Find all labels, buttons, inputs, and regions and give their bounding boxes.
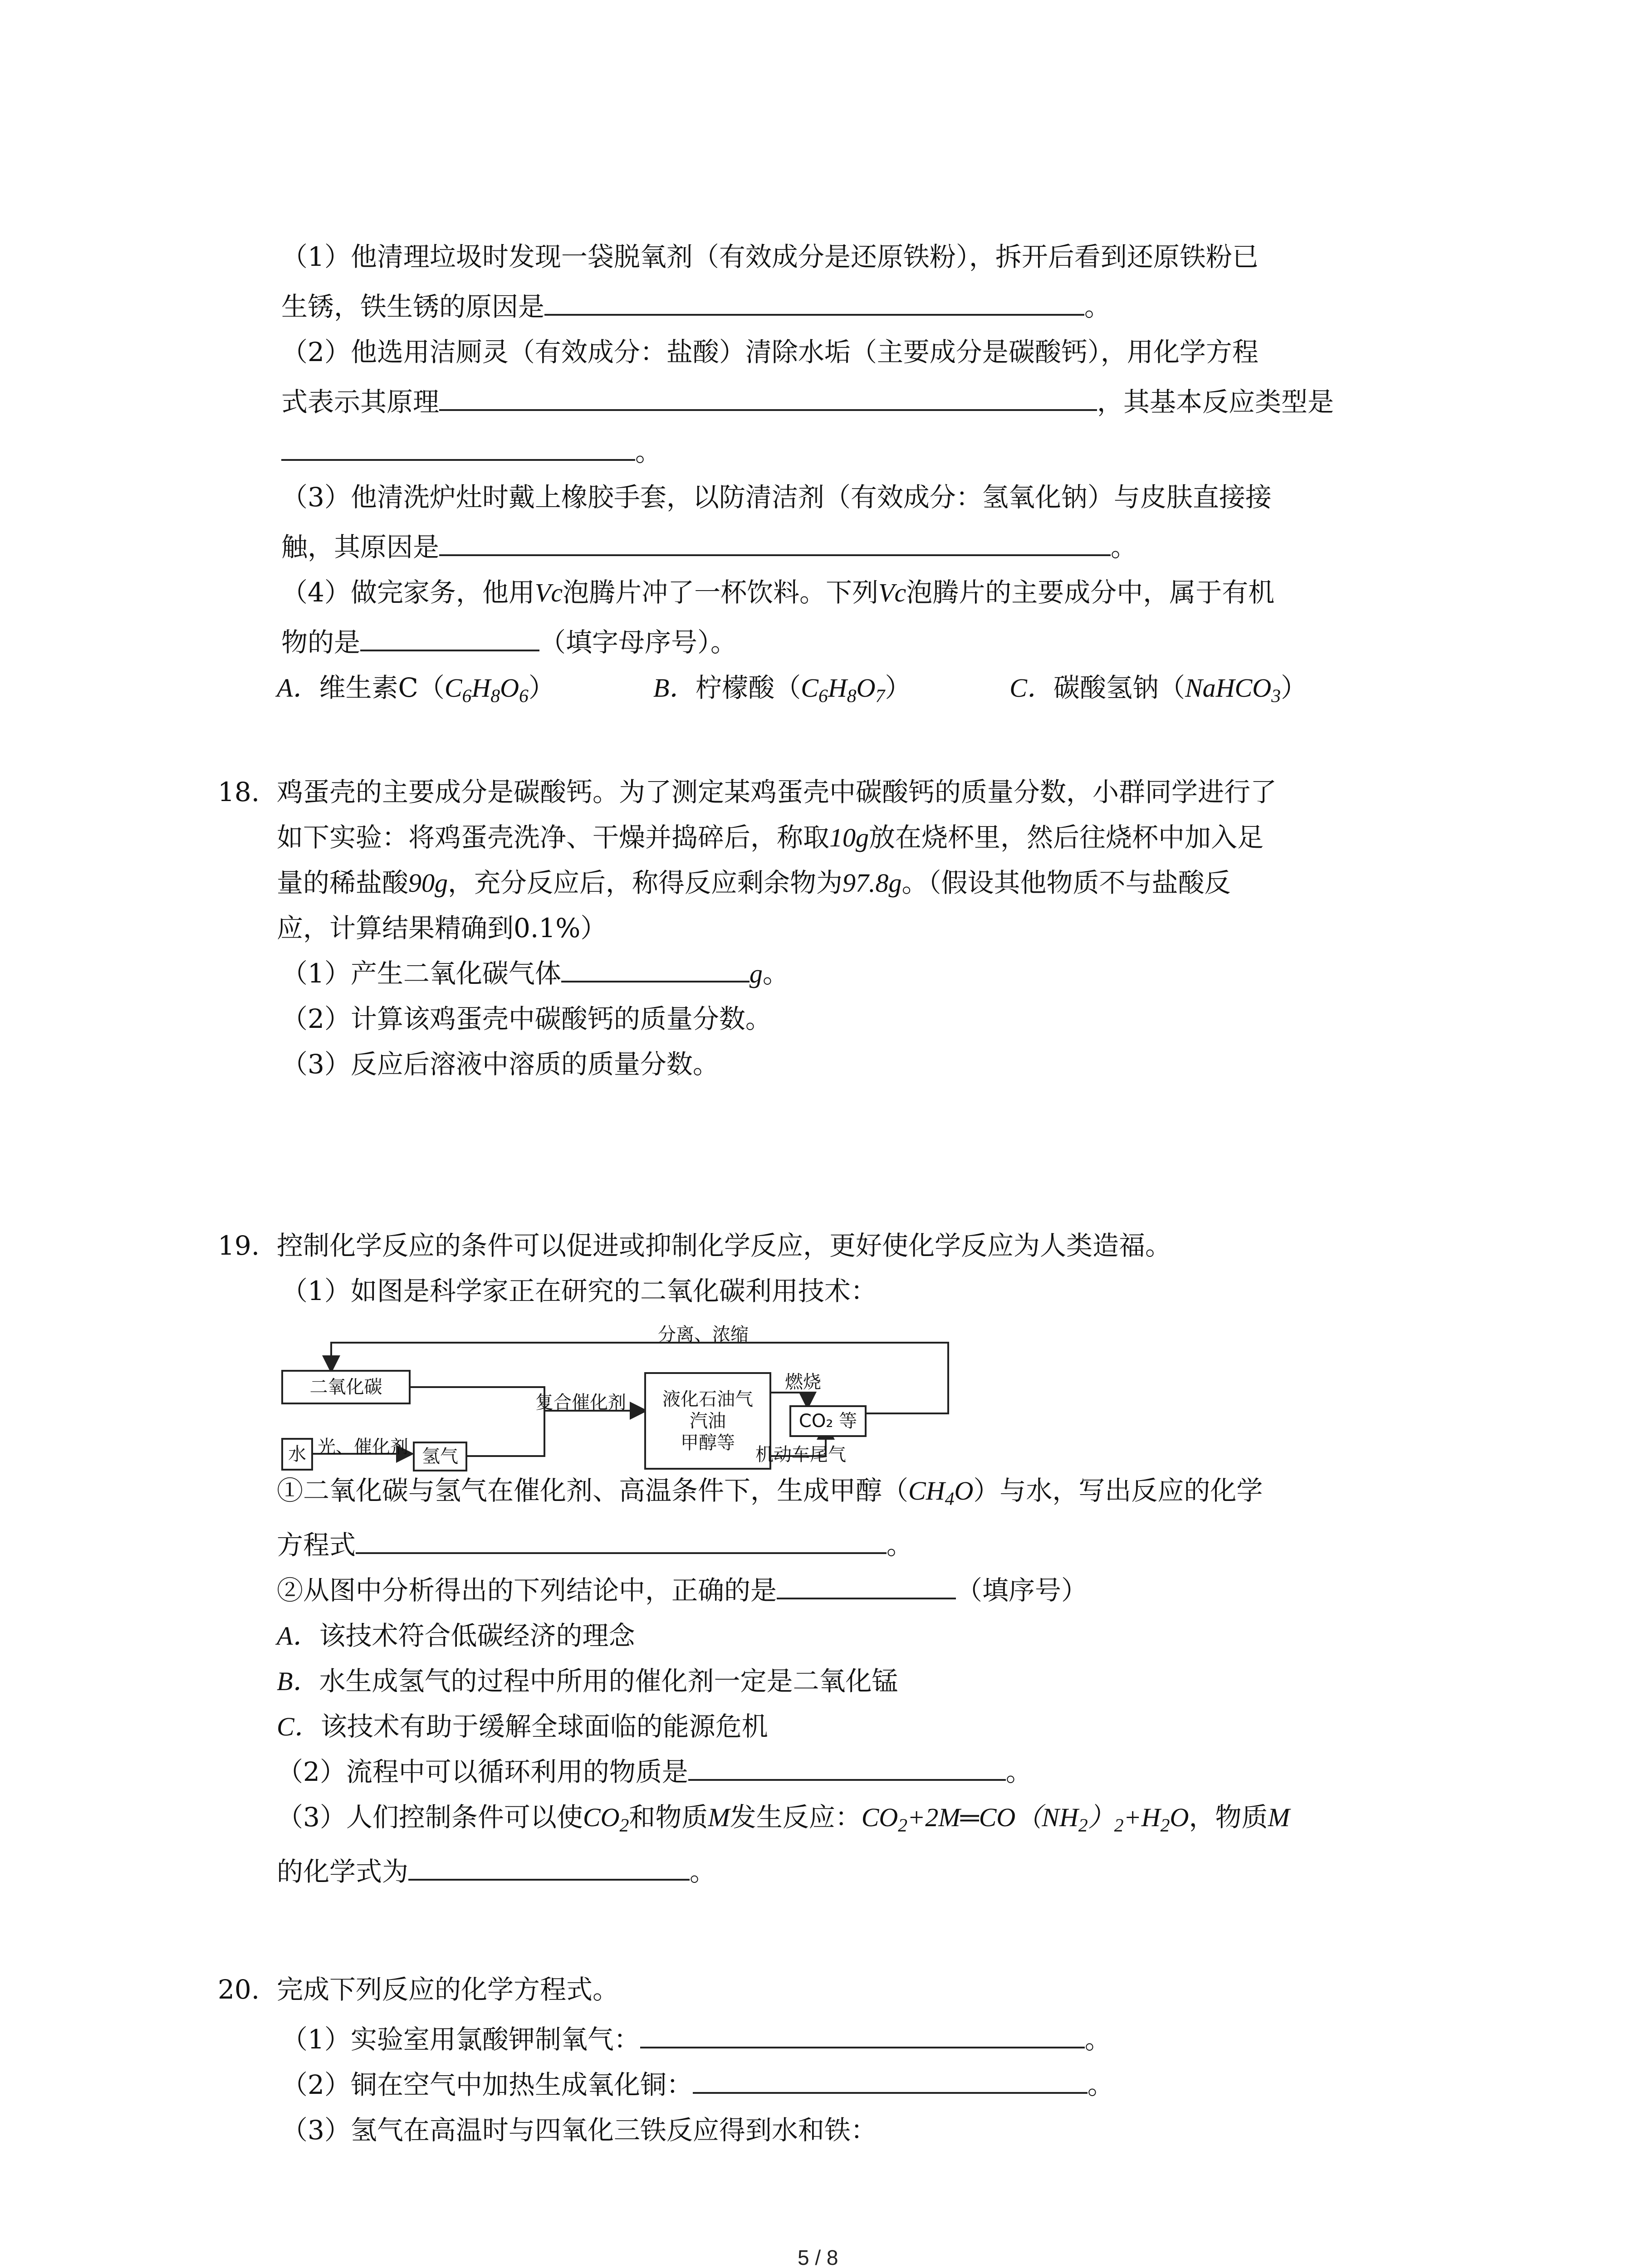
q19-option-a[interactable] — [277, 1619, 635, 1653]
q17-option-c[interactable] — [1009, 672, 1307, 707]
q20-sub2 — [281, 2068, 1114, 2102]
q17-part1-line1: （1）他清理垃圾时发现一袋脱氧剂（有效成分是还原铁粉），拆开后看到还原铁粉已 — [281, 241, 1259, 272]
q19-sub3-m2: M — [1268, 1803, 1290, 1832]
q19-c2-text: ②从图中分析得出的下列结论中，正确的是 — [277, 1575, 777, 1606]
q19-option-a-text: 该技术符合低碳经济的理念 — [319, 1620, 635, 1651]
q18-sub1-text: （1）产生二氧化碳气体 — [281, 958, 561, 989]
q19-c1-period: 。 — [887, 1530, 913, 1560]
q19-c1-equation-blank[interactable] — [356, 1534, 887, 1554]
q17-part1-text: 生锈，铁生锈的原因是 — [281, 291, 545, 322]
q18-line2-b: 放在烧杯里，然后往烧杯中加入足 — [869, 822, 1264, 853]
q18-sub1-answer-blank[interactable] — [561, 963, 749, 982]
q17-part1-line2 — [281, 290, 1111, 323]
q19-sub3-text-a: （3）人们控制条件可以使 — [277, 1802, 583, 1833]
q19-c2-answer-blank[interactable] — [777, 1579, 956, 1599]
q18-line2 — [277, 821, 1264, 855]
q17-part2-line1: （2）他选用洁厕灵（有效成分：盐酸）清除水垢（主要成分是碳酸钙），用化学方程 — [281, 337, 1259, 367]
q19-sub2 — [277, 1755, 1032, 1789]
q18-mass-acid: 90g — [408, 868, 448, 898]
q17-part2-period: 。 — [635, 436, 662, 467]
q19-c1-line1 — [277, 1474, 1263, 1511]
q18-sub1 — [281, 957, 789, 991]
q19-sub3-text-e: 的化学式为 — [277, 1856, 409, 1887]
q19-sub3-line1 — [277, 1801, 1290, 1838]
q20-sub1-text: （1）实验室用氯酸钾制氧气： — [281, 2024, 640, 2055]
q19-c1-line2 — [277, 1529, 913, 1562]
q19-c1-text-b: ）与水，写出反应的化学 — [973, 1475, 1263, 1506]
q17-part2-equation-blank[interactable] — [439, 391, 1097, 411]
q17-option-c-text: 碳酸氢钠（ — [1053, 672, 1185, 703]
q17-part4-answer-blank[interactable] — [360, 631, 539, 651]
q18-line3-a: 量的稀盐酸 — [277, 867, 409, 898]
q17-option-b[interactable] — [653, 672, 911, 707]
q17-part4-text-a: （4）做完家务，他用 — [281, 577, 535, 608]
q17-part1-period: 。 — [1084, 291, 1111, 322]
q19-option-b-letter: B． — [277, 1667, 319, 1696]
label-vehicle-exhaust: 机动车尾气 — [755, 1444, 846, 1465]
q19-option-b-text: 水生成氢气的过程中所用的催化剂一定是二氧化锰 — [319, 1666, 898, 1696]
q17-part4-line2 — [281, 626, 737, 659]
q17-option-c-letter: C． — [1009, 673, 1053, 703]
q17-part2-text: 式表示其原理 — [281, 386, 440, 417]
q18-line4: 应，计算结果精确到0.1%） — [277, 913, 607, 943]
q18-sub3: （3）反应后溶液中溶质的质量分数。 — [281, 1049, 719, 1080]
q17-part2-type-blank[interactable] — [281, 441, 635, 461]
label-combustion: 燃烧 — [785, 1372, 821, 1393]
q18-sub2: （2）计算该鸡蛋壳中碳酸钙的质量分数。 — [281, 1003, 772, 1034]
q18-line1: 鸡蛋壳的主要成分是碳酸钙。为了测定某鸡蛋壳中碳酸钙的质量分数，小群同学进行了 — [277, 777, 1277, 807]
q17-option-a-close: ） — [528, 672, 555, 703]
q20-sub3: （3）氢气在高温时与四氧化三铁反应得到水和铁： — [281, 2115, 877, 2146]
q17-option-b-formula: $C_6H_8O_7$ — [801, 673, 885, 707]
box-hydrogen: 氢气 — [413, 1442, 467, 1471]
q17-part4-vc-1: Vc — [534, 578, 563, 607]
q19-sub3-answer-blank[interactable] — [408, 1861, 690, 1881]
q19-c2-line — [277, 1574, 1087, 1607]
q18-sub1-period: 。 — [762, 958, 789, 989]
q19-sub3-m: M — [708, 1803, 730, 1832]
q17-part2-type-text: ，其基本反应类型是 — [1097, 386, 1334, 417]
q19-line1: 控制化学反应的条件可以促进或抑制化学反应，更好使化学反应为人类造福。 — [277, 1230, 1172, 1261]
q17-option-c-close: ） — [1280, 672, 1307, 703]
q19-option-a-letter: A． — [277, 1621, 319, 1651]
q17-part3-text: 触，其原因是 — [281, 532, 440, 562]
q20-line1: 完成下列反应的化学方程式。 — [277, 1974, 619, 2005]
box-water: 水 — [281, 1438, 313, 1471]
q19-option-c-text: 该技术有助于缓解全球面临的能源危机 — [320, 1711, 768, 1742]
q17-option-a-letter: A． — [277, 673, 319, 703]
q19-option-c-letter: C． — [277, 1712, 321, 1741]
q17-options-line — [277, 671, 1307, 708]
page-number: 5 / 8 — [798, 2246, 838, 2268]
q20-number: 20. — [218, 1974, 260, 2005]
q17-part4-text-c: 泡腾片的主要成分中，属于有机 — [906, 577, 1275, 608]
q17-part3-period: 。 — [1111, 532, 1137, 562]
q19-sub3-equation: $CO_2+2M═CO(NH_2)_2+H_2O$ — [861, 1803, 1189, 1836]
q20-sub1 — [281, 2023, 1111, 2056]
q17-part3-line2 — [281, 531, 1137, 564]
q19-sub3-text-c: 发生反应： — [730, 1802, 862, 1833]
q19-c1-text-a: ①二氧化碳与氢气在催化剂、高温条件下，生成甲醇（ — [277, 1475, 909, 1506]
box-co2-output: CO₂ 等 — [789, 1405, 867, 1437]
q20-sub2-answer-blank[interactable] — [693, 2074, 1087, 2094]
q19-sub3-line2 — [277, 1855, 716, 1888]
q19-sub3-text-d: ，物质 — [1189, 1802, 1268, 1833]
q17-option-a-formula: $C_6H_8O_6$ — [444, 673, 529, 707]
label-light-catalyst: 光、催化剂 — [318, 1437, 408, 1457]
label-separation: 分离、浓缩 — [658, 1324, 749, 1345]
q18-number: 18. — [218, 777, 260, 807]
q18-mass-remaining: 97.8g — [843, 868, 902, 898]
q17-part3-answer-blank[interactable] — [439, 536, 1111, 556]
q18-sub1-unit: g — [749, 959, 763, 988]
box-co2: 二氧化碳 — [281, 1370, 411, 1404]
q17-option-b-text: 柠檬酸（ — [696, 672, 801, 703]
q17-option-b-letter: B． — [653, 673, 696, 703]
q17-part4-vc-2: Vc — [878, 578, 906, 607]
q19-sub2-period: 。 — [1005, 1756, 1032, 1787]
q19-sub2-text: （2）流程中可以循环利用的物质是 — [277, 1756, 688, 1787]
q19-option-c[interactable] — [277, 1710, 768, 1744]
q17-part3-line1: （3）他清洗炉灶时戴上橡胶手套，以防清洁剂（有效成分：氢氧化钠）与皮肤直接接 — [281, 482, 1272, 513]
q18-line3-c: 。（假设其他物质不与盐酸反 — [901, 867, 1231, 898]
q17-option-b-close: ） — [885, 672, 911, 703]
q19-sub3-period: 。 — [690, 1856, 716, 1887]
q17-part2-line3 — [281, 435, 661, 469]
q18-mass-eggshell: 10g — [829, 823, 869, 852]
q20-sub2-text: （2）铜在空气中加热生成氧化铜： — [281, 2069, 693, 2100]
q19-sub3-co2: $CO_2$ — [583, 1803, 629, 1836]
q20-sub1-answer-blank[interactable] — [640, 2028, 1085, 2048]
q17-part2-line2 — [281, 386, 1334, 419]
q18-line3 — [277, 866, 1231, 900]
q17-part4-text-b: 泡腾片冲了一杯饮料。下列 — [563, 577, 879, 608]
q19-c1-text-c: 方程式 — [277, 1530, 356, 1560]
q17-part4-hint: （填字母序号）。 — [539, 627, 737, 658]
h2-to-fuel-line — [454, 1411, 544, 1456]
q17-part4-line1 — [281, 576, 1274, 610]
recycle-arrow — [331, 1343, 948, 1413]
q17-option-a-text: 维生素C（ — [319, 672, 445, 703]
q17-part4-text-d: 物的是 — [281, 627, 361, 658]
q17-option-c-formula: NaHCO$_3$ — [1185, 673, 1281, 707]
q19-option-b[interactable] — [277, 1665, 898, 1698]
q19-c2-hint: （填序号） — [956, 1575, 1088, 1606]
q17-option-a[interactable] — [277, 672, 555, 707]
box-fuels: 液化石油气 汽油 甲醇等 — [644, 1372, 771, 1470]
q19-c1-formula: $CH_4O$ — [908, 1476, 974, 1510]
q20-sub2-period: 。 — [1087, 2069, 1114, 2100]
q19-sub1: （1）如图是科学家正在研究的二氧化碳利用技术： — [281, 1276, 877, 1306]
label-composite-catalyst: 复合催化剂 — [535, 1392, 626, 1413]
q18-line2-a: 如下实验：将鸡蛋壳洗净、干燥并捣碎后，称取 — [277, 822, 830, 853]
q18-line3-b: ，充分反应后，称得反应剩余物为 — [448, 867, 843, 898]
q20-sub1-period: 。 — [1084, 2024, 1111, 2055]
q17-part1-answer-blank[interactable] — [544, 296, 1084, 316]
co2-utilization-diagram — [281, 1320, 980, 1470]
q19-sub2-answer-blank[interactable] — [688, 1761, 1006, 1781]
q19-number: 19. — [218, 1230, 260, 1261]
q19-sub3-text-b: 和物质 — [629, 1802, 708, 1833]
